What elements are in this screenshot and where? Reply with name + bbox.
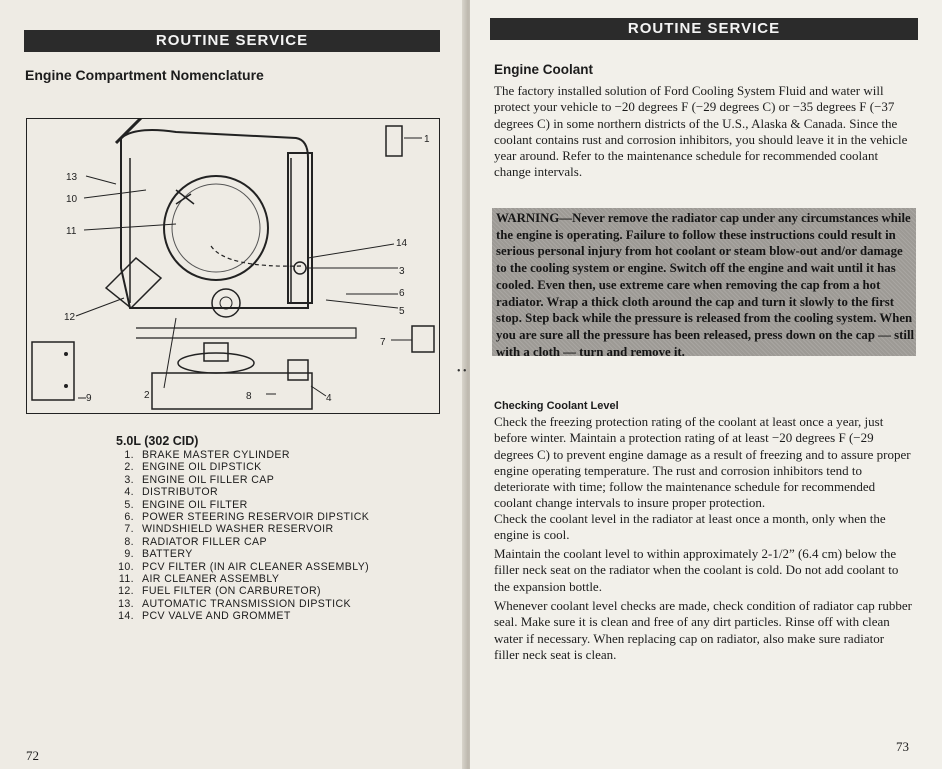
callout-12: 12 (64, 312, 76, 323)
intro-paragraph: The factory installed solution of Ford Cooling System Fluid and water will protect your vehicle to −20 degrees F (−29 degrees C) or −35 degrees F (−37 degrees C) in some northern districts of the U.S., Alaska & Canada. Since the coolant contains rust and corrosion inhibitors, you should leave it in the vehicle year around. Refer to the maintenance schedule for recommended coolant change intervals. (494, 83, 908, 180)
list-item: 7. WINDSHIELD WASHER RESERVOIR (124, 523, 334, 536)
list-item: 9. BATTERY (124, 548, 193, 561)
callout-3: 3 (399, 266, 405, 277)
warning-text: WARNING—Never remove the radiator cap under any circumstances while the engine is operating. Failure to follow these instructions could result in serious personal injury from hot coolant or steam blow-out and/or damage to the cooling system or engine. Switch off the engine and wait until it has cooled. Even then, use extreme care when removing the cap from a hot radiator. Wrap a thick cloth around the cap and turn it slowly to the first stop. Step back while the pressure is released from the cooling system. When you are sure all the pressure has been released, press down on the cap — still with a cloth — turn and remove it. (496, 211, 915, 359)
engine-compartment-diagram (26, 118, 440, 414)
list-item: 10. PCV FILTER (IN AIR CLEANER ASSEMBLY) (118, 560, 370, 573)
callout-5: 5 (399, 306, 405, 317)
page-number: 72 (26, 748, 39, 763)
section-banner: ROUTINE SERVICE (490, 18, 918, 40)
callout-6: 6 (399, 288, 405, 299)
engine-title: 5.0L (302 CID) (116, 434, 199, 448)
parts-list (112, 449, 369, 623)
gutter-mark: • • (457, 366, 467, 377)
paragraph: Maintain the coolant level to within approximately 2-1/2” (6.4 cm) below the filler neck seat on the radiator when the coolant is cold. Do not add coolant to the expansion bottle. (494, 546, 899, 594)
list-item: 6. POWER STEERING RESERVOIR DIPSTICK (124, 511, 370, 524)
callout-8: 8 (246, 391, 252, 402)
callout-4: 4 (326, 393, 332, 404)
callout-11: 11 (66, 226, 77, 237)
page-number: 73 (896, 739, 909, 754)
callout-10: 10 (66, 194, 78, 205)
list-item: 3. ENGINE OIL FILLER CAP (124, 473, 275, 486)
section-banner: ROUTINE SERVICE (24, 30, 440, 52)
callout-14: 14 (396, 238, 408, 249)
list-item: 2. ENGINE OIL DIPSTICK (124, 461, 262, 474)
subheading: Checking Coolant Level (494, 400, 619, 412)
page-heading: Engine Compartment Nomenclature (25, 67, 264, 83)
callout-7: 7 (380, 337, 386, 348)
paragraph: Check the freezing protection rating of the coolant at least once a year, just before winter. Maintain a protection rating of at least −20 degrees F (−29 degrees C) to prevent engine damage as a result of freezing and to assure proper engine operating temperature. The rust and corrosion inhibitors tend to deteriorate with time; follow the maintenance schedule for recommended coolant change intervals to insure proper protection. (494, 414, 911, 511)
paragraph: Check the coolant level in the radiator at least once a month, only when the engine is cool. (494, 511, 886, 543)
list-item: 13. AUTOMATIC TRANSMISSION DIPSTICK (118, 597, 351, 610)
list-item: 1. BRAKE MASTER CYLINDER (124, 449, 290, 461)
list-item: 12. FUEL FILTER (ON CARBURETOR) (118, 585, 321, 598)
callout-2: 2 (144, 390, 150, 401)
paragraph: Whenever coolant level checks are made, check condition of radiator cap rubber seal. Make sure it is clean and free of any dirt particles. Rinse off with clean water if necessary. When replacing cap on radiator, also make sure radiator filler neck seat is clean. (494, 598, 912, 662)
left-page (0, 0, 466, 769)
page-heading: Engine Coolant (494, 62, 593, 77)
list-item: 11. AIR CLEANER ASSEMBLY (118, 573, 280, 586)
list-item: 4. DISTRIBUTOR (124, 486, 219, 499)
callout-13: 13 (66, 172, 78, 183)
list-item: 5. ENGINE OIL FILTER (124, 498, 248, 511)
list-item: 14. PCV VALVE AND GROMMET (118, 610, 291, 623)
warning-box (492, 208, 916, 359)
list-item: 8. RADIATOR FILLER CAP (124, 535, 267, 548)
right-page (470, 0, 942, 769)
callout-9: 9 (86, 393, 92, 404)
callout-1: 1 (424, 134, 430, 145)
